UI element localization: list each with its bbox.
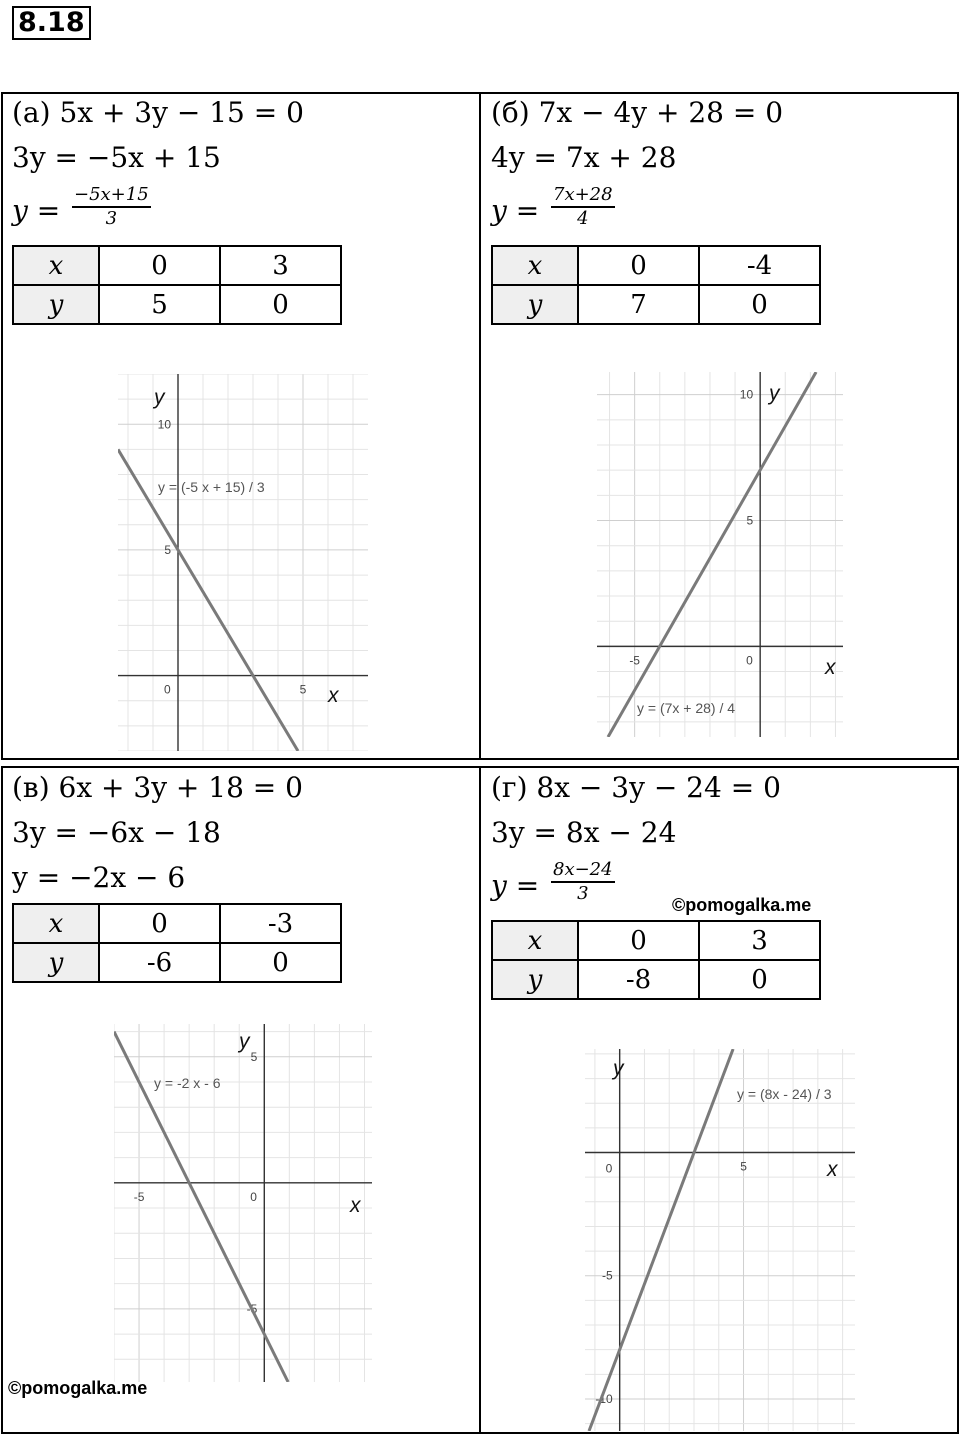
equation-line-1: (а) 5x + 3y − 15 = 0: [12, 96, 304, 129]
fraction: [72, 184, 151, 230]
series-label: y = (7x + 28) / 4: [637, 700, 736, 716]
x-axis-label: x: [827, 1158, 838, 1181]
fraction: [551, 184, 615, 230]
x-axis-label: x: [350, 1194, 361, 1217]
equation-line-2: 3y = −6x − 18: [12, 816, 221, 849]
x-axis-label: x: [825, 656, 836, 679]
y-axis-label: y: [769, 382, 780, 405]
origin-label: 0: [746, 653, 753, 668]
table-header-y: y: [13, 285, 99, 324]
tick-label: 5: [250, 1049, 258, 1064]
table-cell: -3: [220, 904, 341, 943]
equation-lhs: y =: [12, 194, 61, 227]
series-label: y = (-5 x + 15) / 3: [158, 479, 265, 495]
value-table: [12, 903, 342, 983]
equation-line-1: (б) 7x − 4y + 28 = 0: [491, 96, 784, 129]
y-axis-label: y: [613, 1057, 624, 1080]
tick-label: -5: [246, 1301, 258, 1316]
equation-line-3: y = −2x − 6: [12, 861, 186, 894]
fraction-numerator: 8x−24: [551, 859, 615, 883]
watermark-top: ©pomogalka.me: [672, 895, 812, 915]
y-axis-label: y: [239, 1030, 250, 1053]
table-cell: -6: [99, 943, 220, 982]
table-cell: -4: [699, 246, 820, 285]
table-cell: 0: [99, 904, 220, 943]
table-cell: 5: [99, 285, 220, 324]
graph-a: [118, 374, 368, 751]
tick-label: 10: [739, 387, 754, 402]
tick-label: 10: [157, 417, 171, 432]
graph-g: [585, 1049, 855, 1431]
fraction-numerator: 7x+28: [551, 184, 615, 208]
table-header-x: x: [13, 904, 99, 943]
x-axis-label: x: [328, 684, 339, 707]
table-cell: 3: [220, 246, 341, 285]
y-axis-label: y: [154, 386, 165, 409]
series-label: y = -2 x - 6: [154, 1075, 221, 1091]
tick-label: 5: [746, 513, 754, 528]
equation-line-2: 3y = 8x − 24: [491, 816, 677, 849]
value-table: [12, 245, 342, 325]
tick-label: 5: [299, 682, 307, 697]
origin-label: 0: [164, 682, 171, 697]
table-header-x: x: [13, 246, 99, 285]
table-cell: 0: [220, 285, 341, 324]
table-header-x: x: [492, 246, 578, 285]
equation-line-1: (г) 8x − 3y − 24 = 0: [491, 771, 781, 804]
tick-label: 5: [740, 1159, 747, 1174]
equation-line-1: (в) 6x + 3y + 18 = 0: [12, 771, 303, 804]
fraction-denominator: 3: [105, 208, 118, 229]
fraction-numerator: −5x+15: [72, 184, 151, 208]
equation-lhs: y =: [491, 869, 540, 902]
table-cell: 3: [699, 921, 820, 960]
origin-label: 0: [605, 1161, 613, 1176]
tick-label: -10: [595, 1391, 613, 1406]
table-cell: 0: [699, 285, 820, 324]
tick-label: -5: [629, 653, 640, 668]
origin-label: 0: [250, 1189, 257, 1204]
value-table: [491, 920, 821, 1000]
table-header-y: y: [492, 285, 578, 324]
equation-lhs: y =: [491, 194, 540, 227]
equation-line-2: 3y = −5x + 15: [12, 141, 221, 174]
series-label: y = (8x - 24) / 3: [737, 1086, 832, 1102]
series-line: [589, 1049, 733, 1431]
tick-label: -5: [133, 1189, 145, 1204]
table-cell: -8: [578, 960, 699, 999]
fraction-denominator: 3: [577, 883, 589, 904]
table-cell: 0: [99, 246, 220, 285]
graph-b: [597, 372, 843, 737]
table-cell: 0: [699, 960, 820, 999]
tick-label: 5: [164, 542, 171, 557]
value-table: [491, 245, 821, 325]
table-header-y: y: [13, 943, 99, 982]
table-cell: 0: [578, 246, 699, 285]
table-header-y: y: [492, 960, 578, 999]
problem-number: 8.18: [12, 6, 91, 40]
graph-v: [114, 1024, 372, 1382]
fraction: [551, 859, 615, 905]
watermark-bottom: ©pomogalka.me: [8, 1378, 148, 1398]
table-cell: 0: [578, 921, 699, 960]
table-header-x: x: [492, 921, 578, 960]
fraction-denominator: 4: [577, 208, 589, 229]
tick-label: -5: [602, 1268, 613, 1283]
table-cell: 0: [220, 943, 341, 982]
table-cell: 7: [578, 285, 699, 324]
equation-line-2: 4y = 7x + 28: [491, 141, 677, 174]
